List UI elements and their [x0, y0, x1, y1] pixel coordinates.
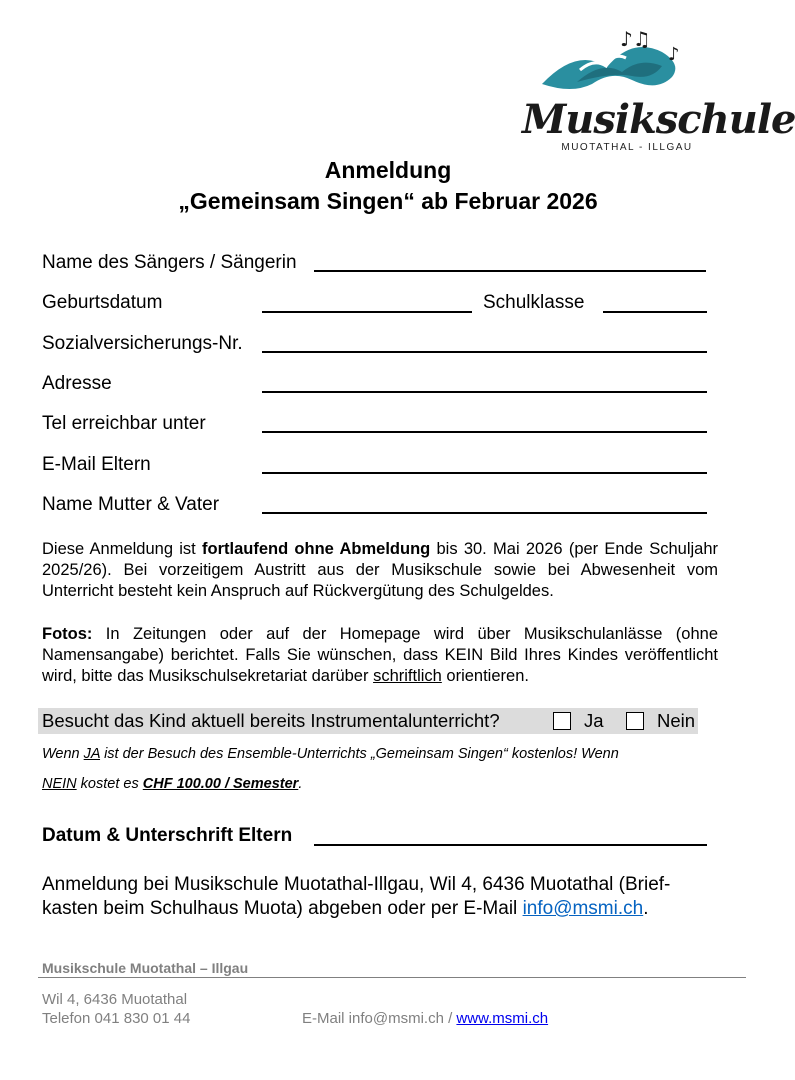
instrument-question: Besucht das Kind aktuell bereits Instrumentalunterricht? — [42, 710, 500, 731]
field-line-birthdate[interactable] — [262, 311, 472, 313]
instrument-question-row — [38, 708, 698, 734]
svg-text:♪♫: ♪♫ — [620, 27, 651, 51]
checkbox-yes[interactable] — [553, 712, 571, 730]
field-label-address: Adresse — [42, 373, 112, 394]
title-line-1: Anmeldung — [324, 157, 452, 183]
field-label-parents: Name Mutter & Vater — [42, 494, 220, 515]
field-line-email[interactable] — [262, 472, 707, 474]
submission-instructions: Anmeldung bei Musikschule Muotathal-Illgau, Wil 4, 6436 Muotathal (Brief- kasten beim Schulhaus Muota) abgeben oder per E-Mail info@msmi.ch. — [42, 874, 671, 919]
footer-website-link[interactable]: www.msmi.ch — [456, 1010, 549, 1027]
field-label-schulklasse: Schulklasse — [483, 292, 585, 313]
terms-paragraph: Diese Anmeldung ist fortlaufend ohne Abmeldung bis 30. Mai 2026 (per Ende Schuljahr 2025/26). Bei vorzeitigem Austritt aus der Musikschule sowie bei Abwesenheit vom Unterricht besteht kein Anspruch auf Rückvergütung des Schulgeldes. — [42, 540, 718, 600]
field-line-name[interactable] — [314, 270, 706, 272]
footer-school-name: Musikschule Muotathal – Illgau — [42, 960, 249, 976]
field-label-email: E-Mail Eltern — [42, 454, 151, 475]
footer-divider — [38, 977, 746, 978]
footer-phone: Telefon 041 830 01 44 — [42, 1010, 191, 1027]
logo-subtitle: MUOTATHAL - ILLGAU — [561, 142, 693, 153]
checkbox-yes-label: Ja — [584, 710, 604, 731]
signature-line[interactable] — [314, 844, 707, 846]
field-label-ahv: Sozialversicherungs-Nr. — [42, 333, 243, 354]
svg-text:♪: ♪ — [668, 44, 680, 65]
musikschule-logo — [522, 22, 795, 162]
logo-wordmark: Musikschule — [522, 96, 795, 143]
field-line-ahv[interactable] — [262, 351, 707, 353]
field-line-parents[interactable] — [262, 512, 707, 514]
price-note: Wenn JA ist der Besuch des Ensemble-Unterrichts „Gemeinsam Singen“ kostenlos! Wenn NEIN kostet es CHF 100.00 / Semester. — [42, 746, 619, 792]
title-line-2: „Gemeinsam Singen“ ab Februar 2026 — [178, 188, 598, 214]
field-line-schulklasse[interactable] — [603, 311, 707, 313]
mountain-notes-icon — [522, 22, 712, 102]
signature-label: Datum & Unterschrift Eltern — [42, 825, 293, 846]
footer-address: Wil 4, 6436 Muotathal — [42, 991, 188, 1008]
field-line-address[interactable] — [262, 391, 707, 393]
checkbox-no-label: Nein — [657, 710, 696, 731]
photos-paragraph: Fotos: In Zeitungen oder auf der Homepage wird über Musikschulanlässe (ohne Namensangabe) berichtet. Falls Sie wünschen, dass KEIN Bild Ihres Kindes veröffentlicht wird, bitte das Musikschulsekretariat darüber schriftlich orientieren. — [42, 625, 718, 685]
submission-email-link[interactable]: info@msmi.ch — [522, 898, 644, 919]
field-label-birthdate: Geburtsdatum — [42, 292, 163, 313]
field-label-name: Name des Sängers / Sängerin — [42, 252, 297, 273]
footer-contact: E-Mail info@msmi.ch / www.msmi.ch — [302, 1010, 549, 1027]
field-label-phone: Tel erreichbar unter — [42, 413, 206, 434]
checkbox-no[interactable] — [626, 712, 644, 730]
field-line-phone[interactable] — [262, 431, 707, 433]
